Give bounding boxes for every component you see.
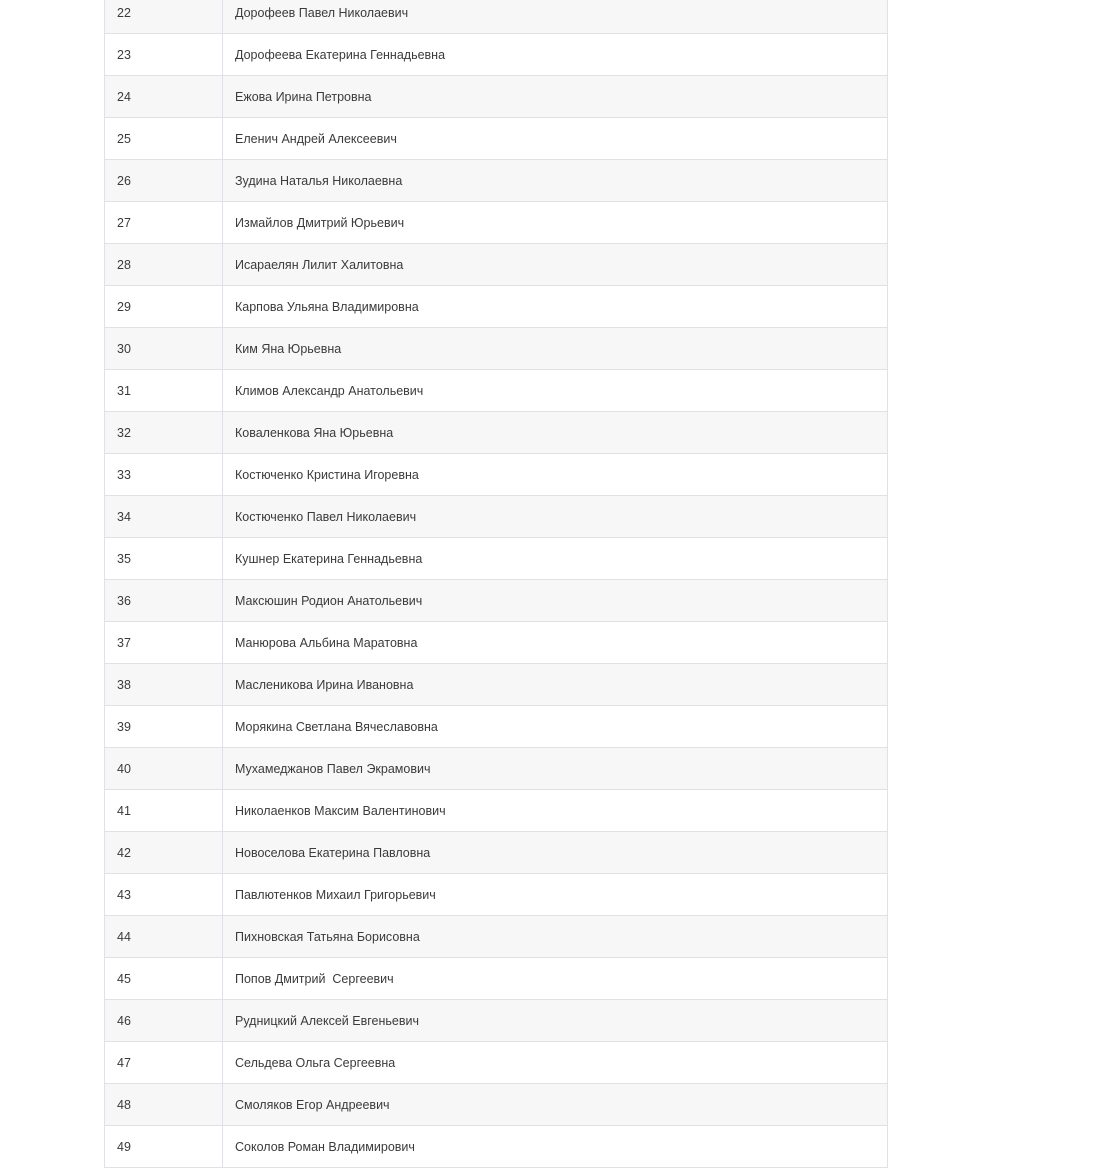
table-row bbox=[105, 832, 888, 874]
row-number-cell: 48 bbox=[105, 1084, 223, 1126]
row-number-cell: 23 bbox=[105, 34, 223, 76]
person-name-cell: Манюрова Альбина Маратовна bbox=[223, 622, 888, 664]
person-name-cell: Дорофеева Екатерина Геннадьевна bbox=[223, 34, 888, 76]
table-row bbox=[105, 580, 888, 622]
person-name-cell: Соколов Роман Владимирович bbox=[223, 1126, 888, 1168]
roster-table-container bbox=[104, 0, 888, 1168]
person-name-cell: Костюченко Кристина Игоревна bbox=[223, 454, 888, 496]
row-number-cell: 32 bbox=[105, 412, 223, 454]
row-number-cell: 31 bbox=[105, 370, 223, 412]
roster-table bbox=[104, 0, 888, 1168]
row-number-cell: 38 bbox=[105, 664, 223, 706]
row-number-cell: 26 bbox=[105, 160, 223, 202]
table-row bbox=[105, 76, 888, 118]
person-name-cell: Климов Александр Анатольевич bbox=[223, 370, 888, 412]
person-name-cell: Мухамеджанов Павел Экрамович bbox=[223, 748, 888, 790]
row-number-cell: 28 bbox=[105, 244, 223, 286]
person-name-cell: Ким Яна Юрьевна bbox=[223, 328, 888, 370]
row-number-cell: 29 bbox=[105, 286, 223, 328]
table-row bbox=[105, 622, 888, 664]
person-name-cell: Попов Дмитрий Сергеевич bbox=[223, 958, 888, 1000]
table-row bbox=[105, 412, 888, 454]
person-name-cell: Еленич Андрей Алексеевич bbox=[223, 118, 888, 160]
row-number-cell: 46 bbox=[105, 1000, 223, 1042]
row-number-cell: 47 bbox=[105, 1042, 223, 1084]
table-row bbox=[105, 1042, 888, 1084]
table-row bbox=[105, 202, 888, 244]
table-row bbox=[105, 916, 888, 958]
person-name-cell: Масленикова Ирина Ивановна bbox=[223, 664, 888, 706]
table-row bbox=[105, 706, 888, 748]
row-number-cell: 39 bbox=[105, 706, 223, 748]
table-row bbox=[105, 454, 888, 496]
table-row bbox=[105, 748, 888, 790]
table-row bbox=[105, 1126, 888, 1168]
person-name-cell: Кушнер Екатерина Геннадьевна bbox=[223, 538, 888, 580]
person-name-cell: Коваленкова Яна Юрьевна bbox=[223, 412, 888, 454]
person-name-cell: Исараелян Лилит Халитовна bbox=[223, 244, 888, 286]
table-row bbox=[105, 1084, 888, 1126]
roster-table-body bbox=[105, 0, 888, 1168]
row-number-cell: 36 bbox=[105, 580, 223, 622]
row-number-cell: 22 bbox=[105, 0, 223, 34]
table-row bbox=[105, 664, 888, 706]
table-row bbox=[105, 34, 888, 76]
person-name-cell: Новоселова Екатерина Павловна bbox=[223, 832, 888, 874]
person-name-cell: Ежова Ирина Петровна bbox=[223, 76, 888, 118]
table-row bbox=[105, 790, 888, 832]
person-name-cell: Дорофеев Павел Николаевич bbox=[223, 0, 888, 34]
table-row bbox=[105, 286, 888, 328]
row-number-cell: 34 bbox=[105, 496, 223, 538]
table-row bbox=[105, 0, 888, 34]
person-name-cell: Рудницкий Алексей Евгеньевич bbox=[223, 1000, 888, 1042]
table-row bbox=[105, 160, 888, 202]
person-name-cell: Пихновская Татьяна Борисовна bbox=[223, 916, 888, 958]
table-row bbox=[105, 874, 888, 916]
table-row bbox=[105, 1000, 888, 1042]
person-name-cell: Максюшин Родион Анатольевич bbox=[223, 580, 888, 622]
person-name-cell: Николаенков Максим Валентинович bbox=[223, 790, 888, 832]
table-row bbox=[105, 370, 888, 412]
row-number-cell: 35 bbox=[105, 538, 223, 580]
table-row bbox=[105, 496, 888, 538]
row-number-cell: 44 bbox=[105, 916, 223, 958]
row-number-cell: 30 bbox=[105, 328, 223, 370]
row-number-cell: 24 bbox=[105, 76, 223, 118]
table-row bbox=[105, 244, 888, 286]
table-row bbox=[105, 958, 888, 1000]
row-number-cell: 43 bbox=[105, 874, 223, 916]
person-name-cell: Сельдева Ольга Сергеевна bbox=[223, 1042, 888, 1084]
row-number-cell: 41 bbox=[105, 790, 223, 832]
row-number-cell: 45 bbox=[105, 958, 223, 1000]
row-number-cell: 49 bbox=[105, 1126, 223, 1168]
person-name-cell: Павлютенков Михаил Григорьевич bbox=[223, 874, 888, 916]
row-number-cell: 42 bbox=[105, 832, 223, 874]
table-row bbox=[105, 328, 888, 370]
row-number-cell: 27 bbox=[105, 202, 223, 244]
row-number-cell: 37 bbox=[105, 622, 223, 664]
person-name-cell: Зудина Наталья Николаевна bbox=[223, 160, 888, 202]
person-name-cell: Костюченко Павел Николаевич bbox=[223, 496, 888, 538]
row-number-cell: 25 bbox=[105, 118, 223, 160]
row-number-cell: 40 bbox=[105, 748, 223, 790]
row-number-cell: 33 bbox=[105, 454, 223, 496]
person-name-cell: Измайлов Дмитрий Юрьевич bbox=[223, 202, 888, 244]
person-name-cell: Морякина Светлана Вячеславовна bbox=[223, 706, 888, 748]
person-name-cell: Карпова Ульяна Владимировна bbox=[223, 286, 888, 328]
table-row bbox=[105, 118, 888, 160]
person-name-cell: Смоляков Егор Андреевич bbox=[223, 1084, 888, 1126]
table-row bbox=[105, 538, 888, 580]
